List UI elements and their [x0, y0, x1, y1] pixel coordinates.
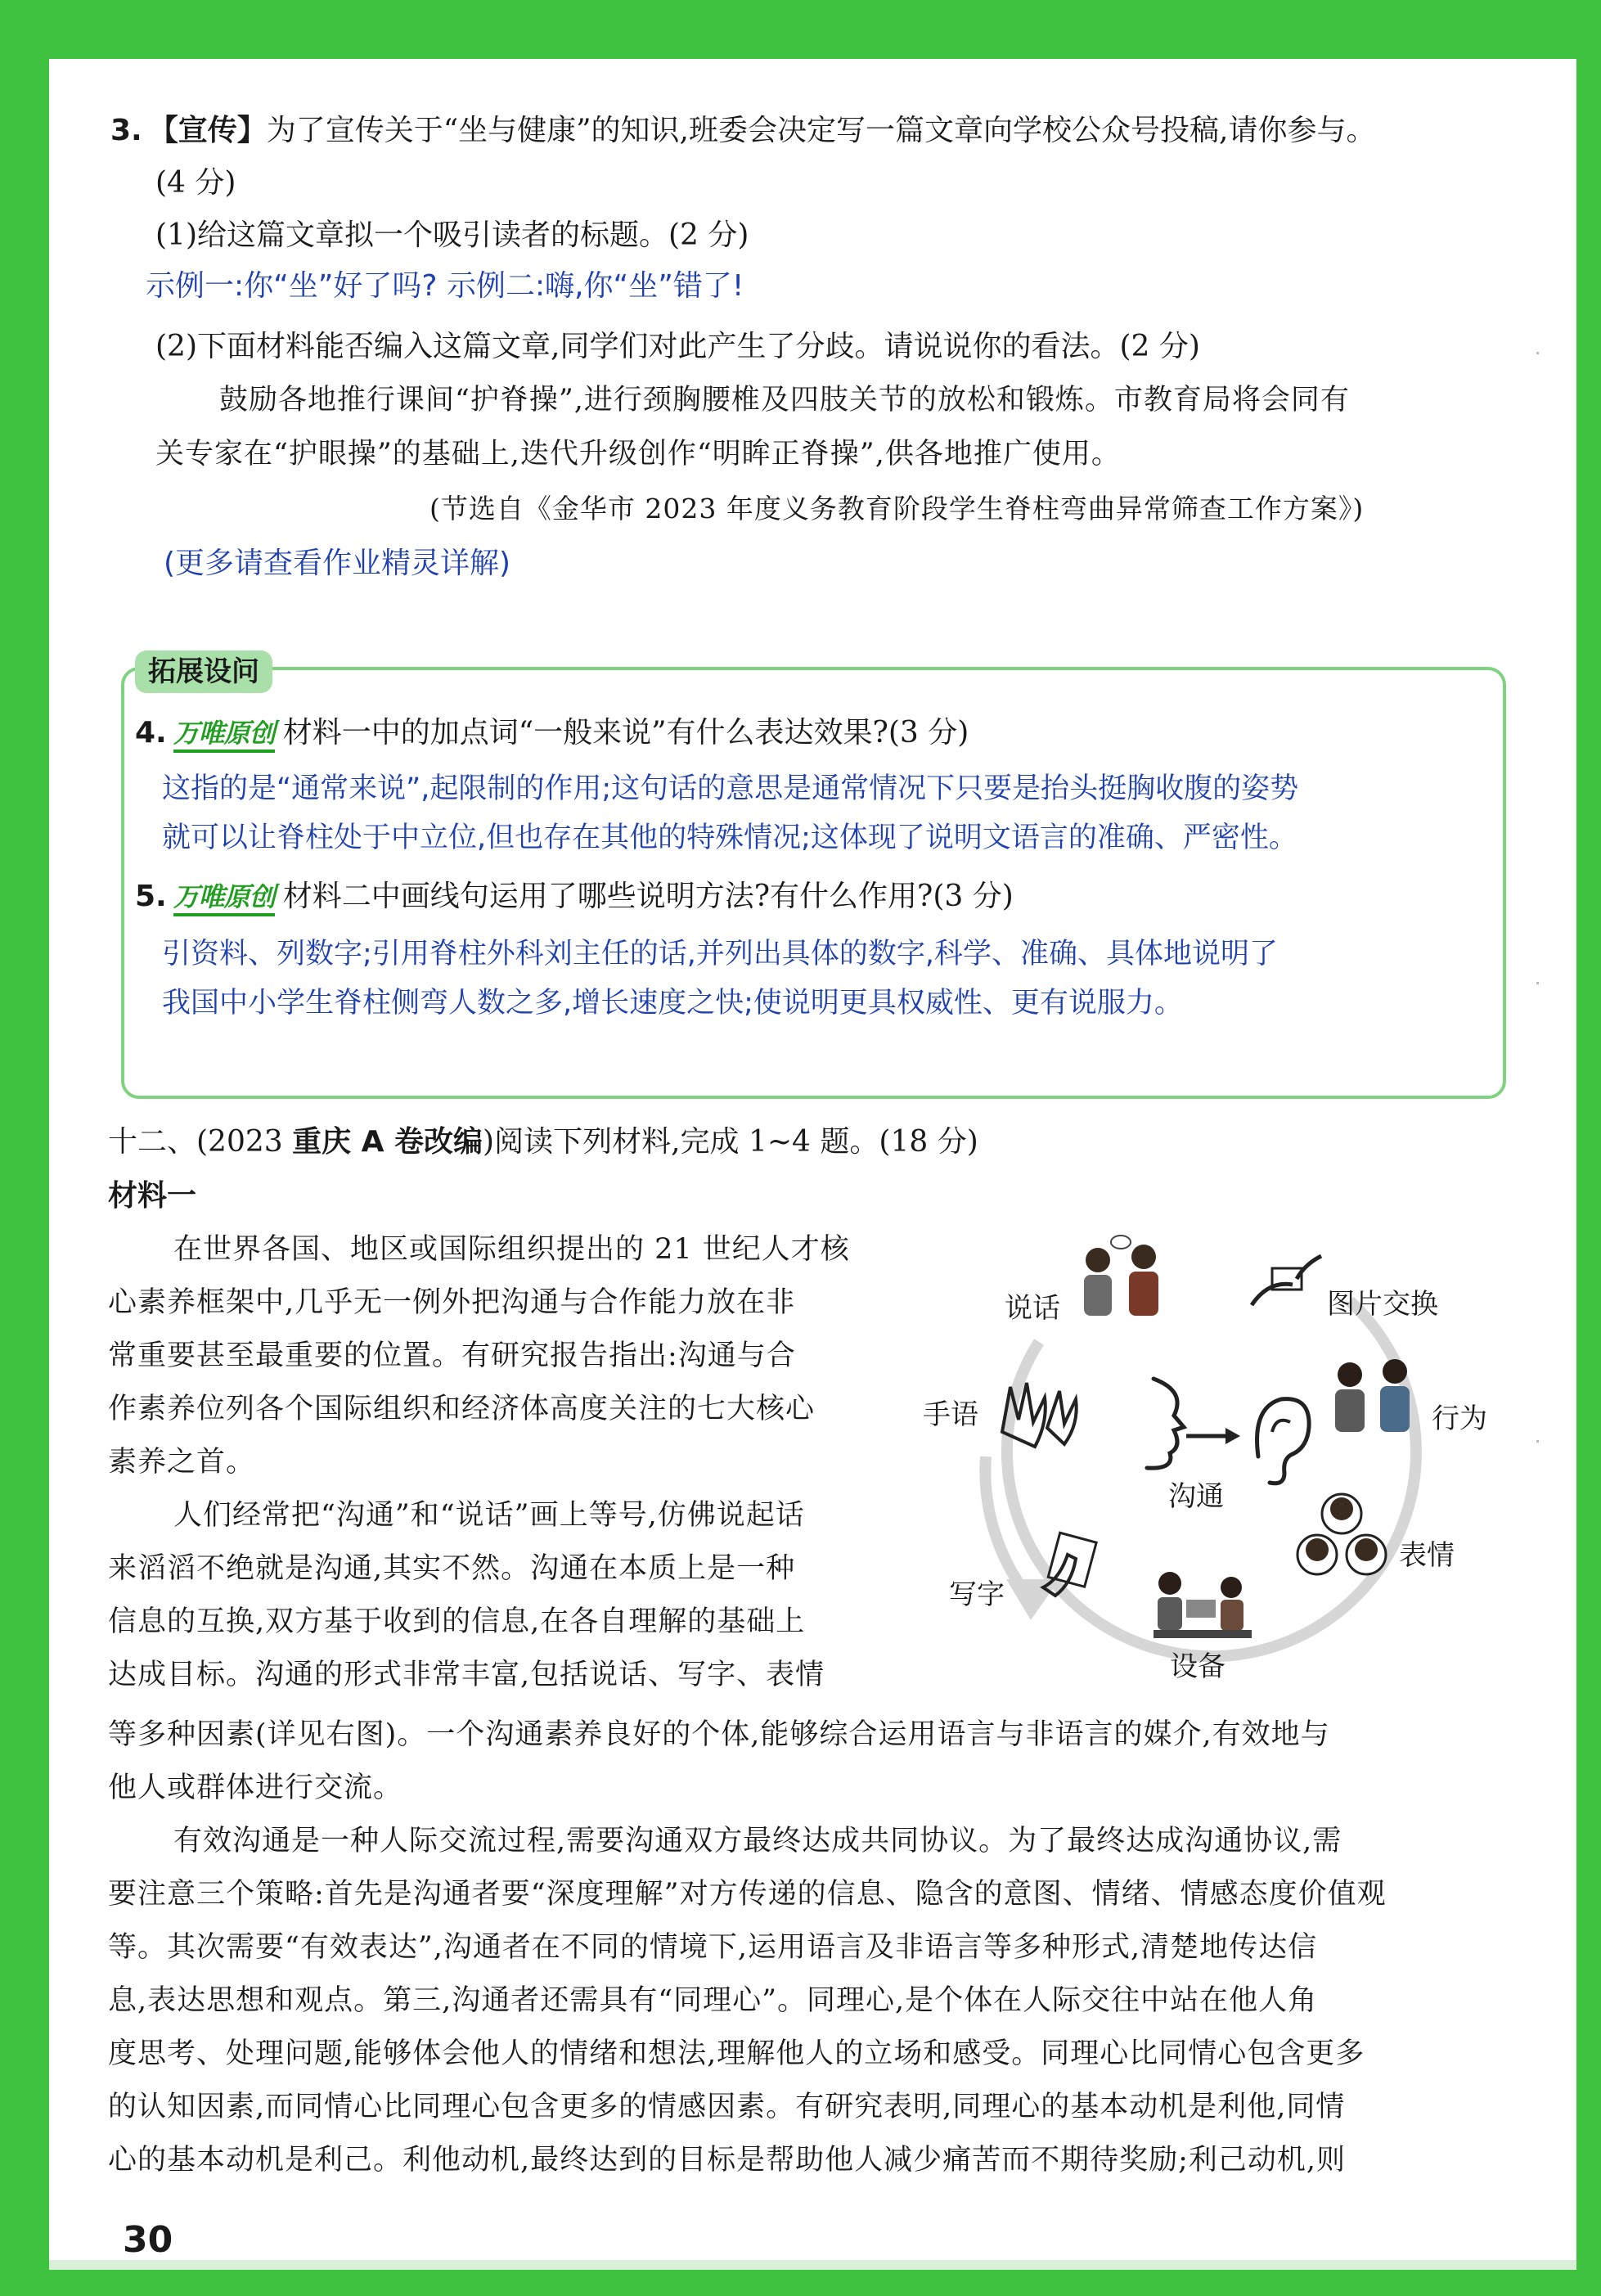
diagram-label-writing: 写字 — [949, 1578, 1005, 1611]
material1-line: 作素养位列各个国际组织和经济体高度关注的七大核心 — [108, 1393, 816, 1425]
q4-stem: 材料一中的加点词“一般来说”有什么表达效果?(3 分) — [282, 716, 969, 750]
material1-line: 他人或群体进行交流。 — [108, 1772, 403, 1804]
original-badge: 万唯原创 — [173, 880, 275, 916]
material1-line: 达成目标。沟通的形式非常丰富,包括说话、写字、表情 — [108, 1659, 825, 1691]
margin-dot — [1536, 1440, 1539, 1443]
material1-line: 的认知因素,而同情心比同理心包含更多的情感因素。有研究表明,同理心的基本动机是利他,同情 — [108, 2091, 1346, 2123]
page-number: 30 — [123, 2219, 173, 2261]
q3-material-line1: 鼓励各地推行课间“护脊操”,进行颈胸腰椎及四肢关节的放松和锻炼。市教育局将会同有 — [219, 384, 1350, 416]
margin-dot — [1536, 982, 1539, 984]
behavior-people-icon — [1335, 1359, 1410, 1432]
q4-number: 4. — [135, 716, 167, 750]
page-frame-bottom — [0, 2270, 1601, 2296]
q5-stem-line — [135, 877, 1014, 916]
page-frame-left — [0, 0, 49, 2296]
material1-line: 要注意三个策略:首先是沟通者要“深度理解”对方传递的信息、隐含的意图、情绪、情感态度价值观 — [108, 1878, 1387, 1911]
picture-exchange-icon — [1252, 1256, 1321, 1305]
margin-dot — [1536, 352, 1539, 354]
diagram-label-behavior: 行为 — [1432, 1402, 1487, 1435]
material1-title: 材料一 — [108, 1179, 197, 1213]
communication-diagram — [908, 1227, 1530, 1686]
material1-line: 度思考、处理问题,能够体会他人的情绪和想法,理解他人的立场和感受。同理心比同情心包含更多 — [108, 2037, 1365, 2070]
arrow-icon — [1186, 1428, 1240, 1444]
section12-heading-post: )阅读下列材料,完成 1~4 题。(18 分) — [483, 1125, 978, 1159]
material1-line: 息,表达思想和观点。第三,沟通者还需具有“同理心”。同理心,是个体在人际交往中站在他人角 — [108, 1984, 1318, 2017]
q3-answer1: 示例一:你“坐”好了吗? 示例二:嗨,你“坐”错了! — [146, 269, 744, 303]
original-badge: 万唯原创 — [173, 717, 275, 753]
q3-stem: 为了宣传关于“坐与健康”的知识,班委会决定写一篇文章向学校公众号投稿,请你参与。 — [266, 114, 1376, 147]
section12-heading-pre: 十二、(2023 — [108, 1125, 293, 1159]
q3-more-link[interactable]: (更多请查看作业精灵详解) — [164, 547, 511, 580]
diagram-label-sign-language: 手语 — [923, 1398, 978, 1431]
diagram-center-label: 沟通 — [1168, 1480, 1224, 1513]
material1-line: 心素养框架中,几乎无一例外把沟通与合作能力放在非 — [108, 1286, 796, 1319]
diagram-label-picture-exchange: 图片交换 — [1327, 1288, 1438, 1321]
diagram-label-device: 设备 — [1170, 1650, 1225, 1683]
diagram-label-expression: 表情 — [1399, 1539, 1455, 1572]
q4-answer-line1: 这指的是“通常来说”,起限制的作用;这句话的意思是通常情况下只要是抬头挺胸收腹的姿势 — [162, 772, 1299, 805]
material1-line: 人们经常把“沟通”和“说话”画上等号,仿佛说起话 — [173, 1499, 805, 1532]
material1-line: 素养之首。 — [108, 1446, 256, 1479]
section12-heading — [108, 1123, 978, 1162]
section12-heading-source: 重庆 A 卷改编 — [292, 1125, 483, 1159]
page-frame-top — [0, 0, 1601, 59]
facial-expression-faces-icon — [1297, 1494, 1386, 1574]
q3-stem-line — [110, 111, 1375, 151]
material1-line: 等。其次需要“有效表达”,沟通者在不同的情境下,运用语言及非语言等多种形式,清楚地传达信 — [108, 1931, 1318, 1964]
talking-people-icon — [1084, 1236, 1158, 1316]
q3-number: 3. — [110, 114, 142, 147]
q3-sub2: (2)下面材料能否编入这篇文章,同学们对此产生了分歧。请说说你的看法。(2 分) — [155, 330, 1200, 363]
q3-material-line2: 关专家在“护眼操”的基础上,迭代升级创作“明眸正脊操”,供各地推广使用。 — [155, 438, 1121, 470]
material1-line: 在世界各国、地区或国际组织提出的 21 世纪人才核 — [173, 1233, 850, 1266]
q5-stem: 材料二中画线句运用了哪些说明方法?有什么作用?(3 分) — [282, 880, 1014, 913]
diagram-arrowhead-icon — [1006, 1579, 1059, 1620]
q3-sub1: (1)给这篇文章拟一个吸引读者的标题。(2 分) — [155, 218, 749, 252]
q3-source: (节选自《金华市 2023 年度义务教育阶段学生脊柱弯曲异常筛查工作方案》) — [429, 493, 1365, 524]
material1-line: 有效沟通是一种人际交流过程,需要沟通双方最终达成共同协议。为了最终达成沟通协议,需 — [173, 1825, 1342, 1857]
ear-icon — [1257, 1399, 1310, 1483]
material1-line: 常重要甚至最重要的位置。有研究报告指出:沟通与合 — [108, 1339, 796, 1372]
material1-line: 来滔滔不绝就是沟通,其实不然。沟通在本质上是一种 — [108, 1552, 796, 1585]
q3-tag: 【宣传】 — [148, 114, 267, 147]
q5-answer-line2: 我国中小学生脊柱侧弯人数之多,增长速度之快;使说明更具权威性、更有说服力。 — [162, 987, 1183, 1020]
q4-answer-line2: 就可以让脊柱处于中立位,但也存在其他的特殊情况;这体现了说明文语言的准确、严密性。 — [162, 822, 1297, 854]
q5-answer-line1: 引资料、列数字;引用脊柱外科刘主任的话,并列出具体的数字,科学、准确、具体地说明了 — [162, 938, 1279, 970]
material1-line: 等多种因素(详见右图)。一个沟通素养良好的个体,能够综合运用语言与非语言的媒介,有效地与 — [108, 1718, 1330, 1751]
material1-line: 信息的互换,双方基于收到的信息,在各自理解的基础上 — [108, 1605, 806, 1638]
page-frame-right — [1576, 0, 1601, 2296]
q5-number: 5. — [135, 880, 167, 913]
q3-score: (4 分) — [155, 166, 236, 200]
q4-stem-line — [135, 714, 969, 753]
diagram-label-speaking: 说话 — [1005, 1292, 1060, 1325]
material1-line: 心的基本动机是利己。利他动机,最终达到的目标是帮助他人减少痛苦而不期待奖励;利己动机,则 — [108, 2144, 1347, 2177]
page-frame-bottom-band — [49, 2260, 1576, 2270]
device-users-icon — [1154, 1572, 1252, 1638]
extension-label: 拓展设问 — [135, 651, 272, 693]
face-profile-icon — [1147, 1379, 1184, 1468]
